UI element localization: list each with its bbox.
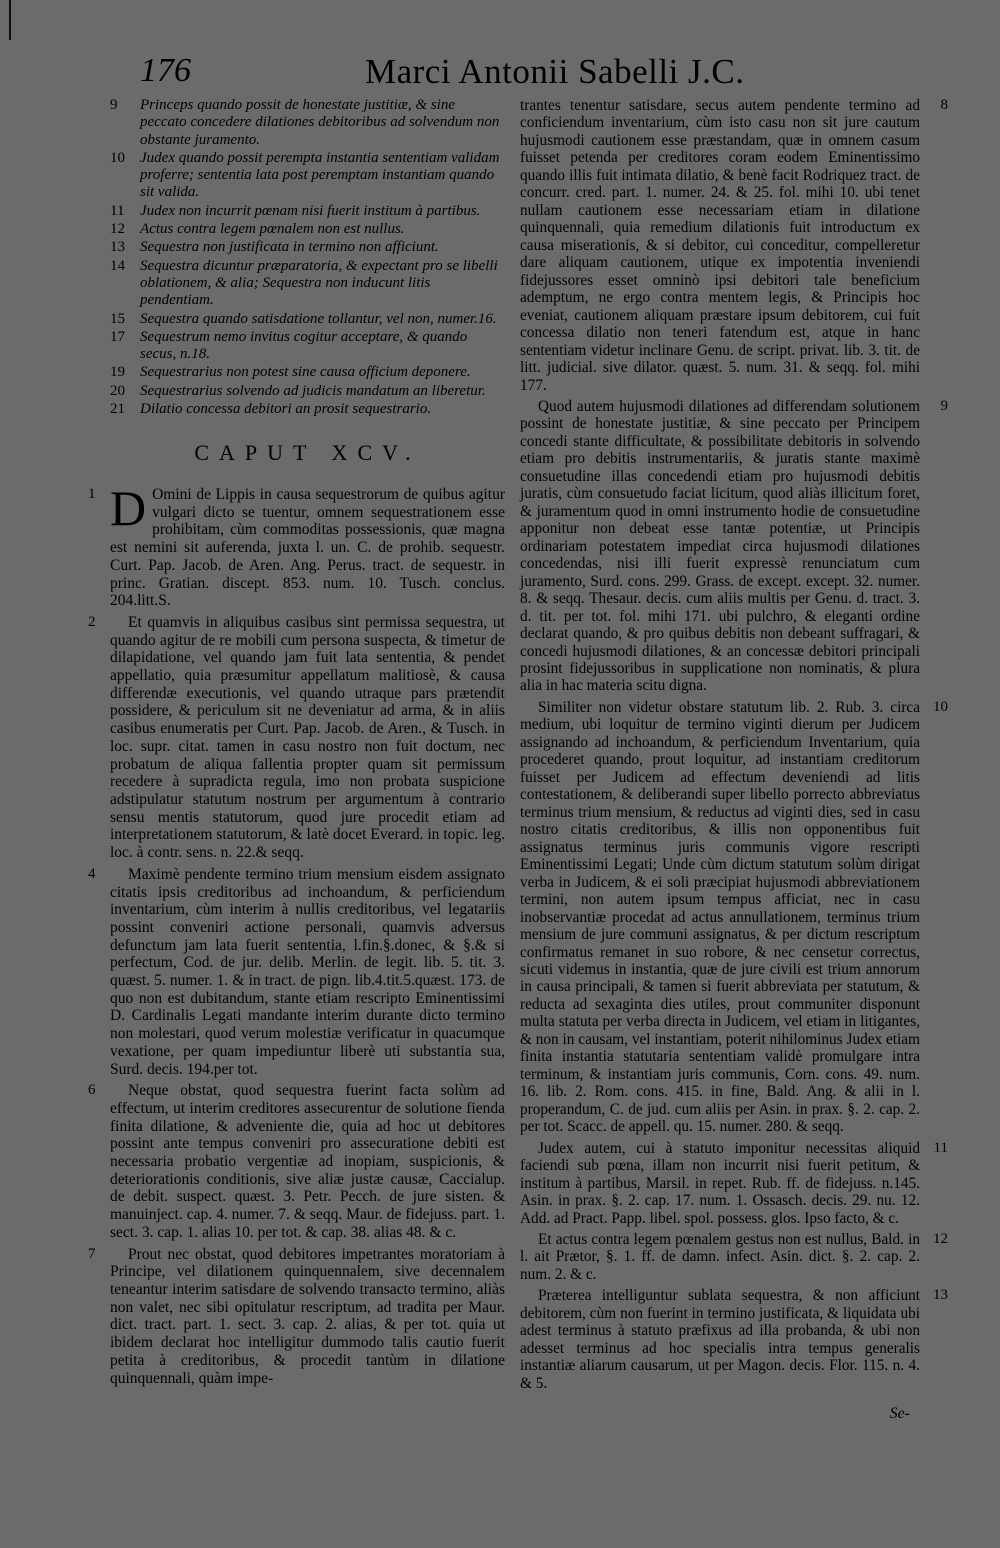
- body-paragraph: [520, 1139, 948, 1227]
- summary-number: 9: [110, 97, 118, 113]
- right-column-body: [520, 97, 948, 1392]
- paragraph-text: Maximè pendente termino trium mensium eisdem assignato citatis ipsis creditoribus ad inchoandum, & perficiendum inventarium, cùm interim à nullis creditoribus, vel legatariis possint conveniri actione personali, quamvis adversus defunctum jam lata fuerit sententia, l.fin.§.donec, & §.& si perfectum, Cod. de jur. delib. Merlin. de legit. lib. 5. tit. 3. quæst. 5. numer. 1. & in tract. de pign. lib.4.tit.5.quæst. 173. de quo non est dubitandum, stante etiam rescripto Eminentissimi D. Cardinalis Legati mandante interim durante dicto termino non molestari, quod verum molestiæ verificatur in quacumque vexatione, per quam impediuntur liberè uti substantia sua, Surd. decis. 194.per tot.: [110, 865, 505, 1078]
- margin-note-number: 11: [933, 1139, 948, 1156]
- chapter-heading: CAPUT XCV.: [194, 440, 421, 466]
- body-paragraph: [88, 613, 505, 862]
- summary-number: 17: [110, 328, 125, 345]
- page-edge-mark: [9, 0, 11, 40]
- summary-item: [110, 311, 505, 328]
- summary-text: Sequestrum nemo invitus cogitur acceptare, & quando secus, n.18.: [140, 328, 468, 363]
- summary-text: Dilatio concessa debitori an prosit sequestrario.: [140, 401, 432, 418]
- paragraph-text: Et quamvis in aliquibus casibus sint permissa sequestra, ut quando agitur de re mobili cum persona suspecta, & timetur de dilapidatione, vel quando jam fuit lata sententia, & pendet appellatio, quia præsumitur appellatum malitiosè, & causa differendæ executionis, vel quando utraque pars prætendit possidere, & periculum sit ne deveniatur ad arma, & in aliis casibus enumeratis per Curt. Pap. Jacob. de Aren., & Tusch. in loc. supr. citat. tamen in casu nostro non fuit doctum, nec probatum de aliqua fallentia propter quam sit permissum recedere à supradicta regula, imo non probata suspicione adstipulatur statutum nostrum per argumentum à contrario sensu mentis statutorum, quod jure procedit etiam ad interpretationem statutorum, & latè docet Everard. in topic. leg. loc. à contr. sens. n. 22.& seqq.: [110, 613, 505, 862]
- summary-number: 20: [110, 382, 125, 399]
- margin-note-number: 9: [940, 397, 948, 414]
- body-paragraph: [88, 480, 505, 610]
- summary-item: [110, 221, 505, 238]
- summary-number: 11: [110, 202, 125, 219]
- left-column: [88, 97, 505, 1391]
- paragraph-text: Omini de Lippis in causa sequestrorum de quibus agitur vulgari dicto se tuentur, omnem sequestrationem esse prohibitam, cùm commoditas possessionis, quæ magna est nemini sit auferenda, juxta l. un. C. de prohib. sequestr. Curt. Pap. Jacob. de Aren. Ang. Perus. tract. de sequestr. in princ. Gratian. discept. 853. num. 10. Tusch. conclus. 204.litt.S.: [110, 486, 505, 610]
- summary-text: Actus contra legem pœnalem non est nullus.: [140, 221, 405, 238]
- summary-text: Sequestrarius non potest sine causa officium deponere.: [140, 364, 471, 381]
- summary-item: [110, 150, 505, 202]
- summary-number: 19: [110, 364, 125, 381]
- margin-note-number: 7: [88, 1245, 96, 1262]
- margin-note-number: 1: [88, 486, 96, 503]
- summary-text: Princeps quando possit de honestate justitiæ, & sine peccato concedere dilationes debitoribus ad solvendum non obstante juramento.: [140, 97, 500, 148]
- paragraph-text: Similiter non videtur obstare statutum lib. 2. Rub. 3. circa medium, ubi loquitur de termino viginti dierum per Judicem assignando ad inchoandum, & perficiendum Inventarium, quia procederet quando, prout loquitur, ad instantiam creditorum fuisset per Judicem ad effectum deveniendi ad litis contestationem, & deliberandi super libello porrecto abbreviatus terminus trium mensium, & reductus ad viginti dies, sed in casu nostro citatis creditoribus, & illis non opponentibus fuit assignatus terminus juris communis vigore rescripti Eminentissimi Legati; Unde cùm dictum statutum solùm dirigat verba in Judicem, & ei soli præcipiat hujusmodi abbreviationem termini, non autem ipsum tempus afficiat, nec in casu inobservantiæ procedat ad actus annullationem, terminus trium mensium de jure communi assignatus, & per dictum rescriptum confirmatus remanet in suo robore, & nec censetur correctus, sicuti videmus in instantia, quæ de jure civili est trium annorum in causa principali, & tamen si fuerit abbreviata per statutum, & reducta ad sexaginta dies utiles, prout communiter disponunt multa statuta per verba directa in Judicem, vel etiam in litigantes, & non in causam, vel instantiam, poterit nihilominus Judex etiam finita instantia statutaria sententiam validè promulgare intra terminum, & instantiam juris communis, Corn. cons. 49. num. 16. lib. 2. Rom. cons. 415. in fine, Bald. Ang. & alii in l. properandum, C. de jud. cum aliis per Asin. in prax. §. 2. cap. 2. per tot. Scacc. de appell. qu. 15. numer. 280. & seqq.: [520, 698, 920, 1136]
- right-column: [520, 97, 948, 1396]
- summary-number: 10: [110, 149, 125, 166]
- summary-text: Sequestrarius solvendo ad judicis mandatum an liberetur.: [140, 382, 486, 399]
- chapter-summary-list: [110, 97, 505, 418]
- body-paragraph: [520, 97, 948, 394]
- summary-item: [110, 203, 505, 220]
- summary-item: [110, 97, 505, 149]
- summary-number: 12: [110, 221, 125, 238]
- drop-cap-initial: D: [110, 480, 147, 537]
- summary-number: 14: [110, 257, 125, 274]
- margin-note-number: 2: [88, 613, 96, 630]
- body-paragraph: [520, 698, 948, 1136]
- summary-text: Judex non incurrit pœnam nisi fuerit institum à partibus.: [140, 202, 481, 219]
- summary-item: [110, 239, 505, 256]
- summary-item: [110, 383, 505, 400]
- paragraph-text: trantes tenentur satisdare, secus autem pendente termino ad conficiendum inventarium, cùm isto casu non sit jure cautum hujusmodi cautionem esse præstandam, quæ in omnem casum fuisset petenda per creditores coram eodem Eminentissimo quando illis fuit intimata dilatio, & benè facit Rodriquez tract. de concurr. cred. part. 1. numer. 24. & 25. fol. mihi 10. ubi tenet nullam cautionem esse necessariam etiam in dilatione quinquennali, quia remedium dilationis fuit introductum ex causa miserationis, & si debitor, cui conceditur, compelleretur dare aliquam cautionem, utique ex impotentia inveniendi fidejussores esset omninò ipsi debitori tale beneficium ademptum, ne ergo contra mentem legis, & Principis hoc eveniat, cautionem aliquam præstare ipsum debitorem, cui fuit concessa dilatio non teneri fatendum est, atque in hanc sententiam videtur inclinare Genu. de script. privat. lib. 3. tit. de litt. judicial. sive dilator. quæst. 5. num. 31. & seqq. fol. mihi 177.: [520, 97, 920, 394]
- paragraph-text: Prout nec obstat, quod debitores impetrantes moratoriam à Principe, vel dilationem quinquennalem, sive decennalem teneantur interim satisdare de solvendo transacto termino, aliàs non valet, nec sibi opitulatur rescriptum, ad tradita per Maur. dict. tract. part. 1. sect. 3. cap. 2. alias, & per tot. quia ut ibidem declarat hoc intelligitur dummodo talis cautio fuerit petita à creditoribus, & procedit tantùm in dilatione quinquennali, quàm impe-: [110, 1245, 505, 1387]
- summary-text: Sequestra dicuntur præparatoria, & expectant pro se libelli oblationem, & alia; Sequestra non inducunt litis pendentiam.: [140, 257, 498, 309]
- paragraph-text: Neque obstat, quod sequestra fuerint facta solùm ad effectum, ut interim creditores assecurentur de solutione fienda finita dilatione, & adveniente die, quia ad hoc ut debitores possint ante tempus conveniri pro assecuratione debiti est necessaria probatio vergentiæ ad inopiam, suspicionis, & deteriorationis conditionis, sive aliæ justæ causæ, Caccialup. de debit. suspect. quæst. 3. Petr. Pecch. de jure sisten. & manuinject. cap. 4. numer. 7. & seqq. Maur. de fidejuss. part. 1. sect. 3. cap. 1. alias 10. per tot. & cap. 38. alias 48. & c.: [110, 1082, 505, 1241]
- paragraph-text: Judex autem, cui à statuto imponitur necessitas aliquid faciendi sub pœna, illam non incurrit nisi fuerit petitum, & institum à partibus, Marsil. in repet. Rub. ff. de fidejuss. n.145. Asin. in prax. §. 2. cap. 17. num. 1. Ossasch. decis. 29. nu. 12. Add. ad Pract. Papp. libel. spol. possess. glos. Ipso facto, & c.: [520, 1139, 920, 1227]
- summary-item: [110, 401, 505, 418]
- margin-note-number: 8: [940, 97, 948, 113]
- margin-note-number: 4: [88, 865, 96, 882]
- body-paragraph: [88, 1245, 505, 1388]
- body-paragraph: [520, 1231, 948, 1283]
- body-paragraph: [88, 865, 505, 1078]
- page-number: 176: [140, 52, 191, 89]
- summary-number: 13: [110, 239, 125, 256]
- summary-text: Sequestra non justificata in termino non afficiunt.: [140, 239, 439, 256]
- summary-item: [110, 258, 505, 310]
- paragraph-text: Et actus contra legem pœnalem gestus non est nullus, Bald. in l. ait Prætor, §. 1. ff. de damn. infect. Asin. dict. §. 2. cap. 2. num. 2. & c.: [520, 1231, 920, 1283]
- left-column-body: [88, 480, 505, 1387]
- summary-text: Judex quando possit perempta instantia sententiam validam proferre; sententia lata post peremptam instantiam quando sit valida.: [140, 149, 500, 201]
- margin-note-number: 10: [933, 698, 948, 715]
- margin-note-number: 6: [88, 1082, 96, 1099]
- page-header: [130, 52, 940, 98]
- margin-note-number: 13: [933, 1287, 948, 1304]
- summary-text: Sequestra quando satisdatione tollantur, vel non, numer.16.: [140, 310, 497, 327]
- summary-item: [110, 364, 505, 381]
- body-paragraph: [520, 1287, 948, 1392]
- margin-note-number: 12: [933, 1231, 948, 1247]
- body-paragraph: [88, 1082, 505, 1241]
- body-paragraph: [520, 397, 948, 695]
- summary-number: 15: [110, 310, 125, 327]
- summary-item: [110, 329, 505, 364]
- summary-number: 21: [110, 401, 125, 418]
- catchword: Se-: [889, 1405, 910, 1422]
- paragraph-text: Quod autem hujusmodi dilationes ad differendam solutionem possint de honestate justitiæ, & sine peccato per Principem concedi stante difficultate, & possibilitate debitoris in solvendo etiam pro debitis instrumentariis, & juratis stante maximè consuetudine illas concedendi etiam pro hujusmodi debitis juratis, cùm consuetudo faciat licitum, quod aliàs illicitum foret, & juramentum quod in omni instrumento hodie de consuetudine apponitur non debeat esse tantæ potentiæ, ut Principis ordinariam potestatem impediat circa hujusmodi dilationes concedendas, nisi illi fuerit expressè renunciatum cum juramento, Surd. cons. 299. Grass. de except. except. 32. numer. 8. & seqq. Thesaur. decis. cum aliis multis per Genu. d. tract. 3. d. tit. per tot. fol. mihi 171. ubi pulchro, & eleganti ordine declarat quando, & pro quibus debitis non debeant suffragari, & concedi hujusmodi dilationes, & an concessæ debitori principali prosint fidejussoribus in supplicatione non nominatis, & plura alia in hac materia scitu digna.: [520, 397, 920, 695]
- running-title: Marci Antonii Sabelli J.C.: [365, 52, 745, 91]
- paragraph-text: Præterea intelliguntur sublata sequestra, & non afficiunt debitorem, cùm non fuerint in termino justificata, & liquidata ubi adest terminus à statuto præfixus ad illa probanda, & ubi non adesset terminus ad hoc specialis intra tempus generalis instantiæ aliarum causarum, ut per Magon. decis. Flor. 115. n. 4. & 5.: [520, 1287, 920, 1392]
